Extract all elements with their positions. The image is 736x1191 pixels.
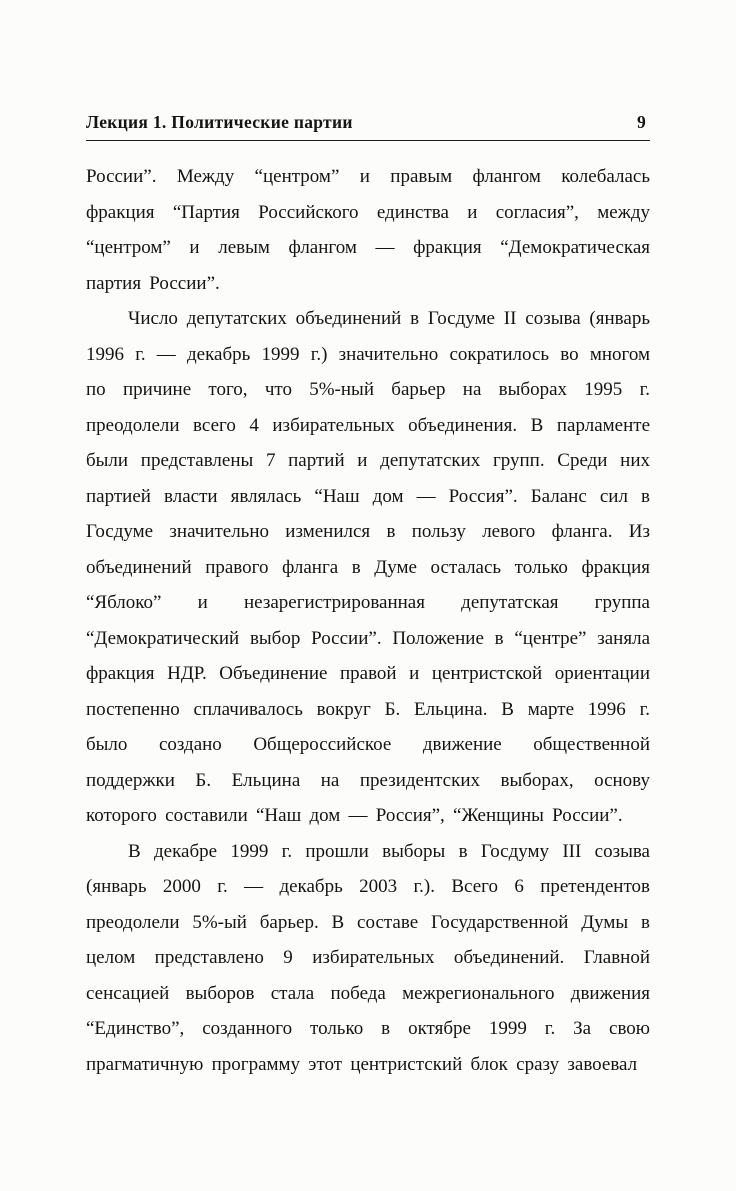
running-header-title: Лекция 1. Политические партии — [86, 112, 353, 132]
paragraph: Число депутатских объединений в Госдуме II созыва (январь 1996 г. — декабрь 1999 г.) значительно сократилось во многом по причине того, что 5%-ный барьер на выборах 1995 г. преодолели всего 4 избирательных объединения. В парламенте были представлены 7 партий и депутатских групп. Среди них партией власти являлась “Наш дом — Россия”. Баланс сил в Госдуме значительно изменился в пользу левого фланга. Из объединений правого фланга в Думе осталась только фракция “Яблоко” и незарегистрированная депутатская группа “Демократический выбор России”. Положение в “центре” заняла фракция НДР. Объединение правой и центристской ориентации постепенно сплачивалось вокруг Б. Ельцина. В марте 1996 г. было создано Общероссийское движение общественной поддержки Б. Ельцина на президентских выборах, основу которого составили “Наш дом — Россия”, “Женщины России”. — [86, 308, 650, 826]
header-rule — [86, 140, 650, 141]
page-number: 9 — [636, 112, 646, 132]
paragraph: В декабре 1999 г. прошли выборы в Госдуму III созыва (январь 2000 г. — декабрь 2003 г.). Всего 6 претендентов преодолели 5%-ый барьер. В составе Государственной Думы в целом представлено 9 избирательных объединений. Главной сенсацией выборов стала победа межрегионального движения “Единство”, созданного только в октябре 1999 г. За свою прагматичную программу этот центристский блок сразу завоевал — [86, 840, 650, 1075]
page-body — [86, 159, 650, 1082]
running-header — [86, 112, 650, 140]
paragraph-continuation: России”. Между “центром” и правым флангом колебалась фракция “Партия Российского единства и согласия”, между “центром” и левым флангом — фракция “Демократическая партия России”. — [86, 166, 650, 294]
